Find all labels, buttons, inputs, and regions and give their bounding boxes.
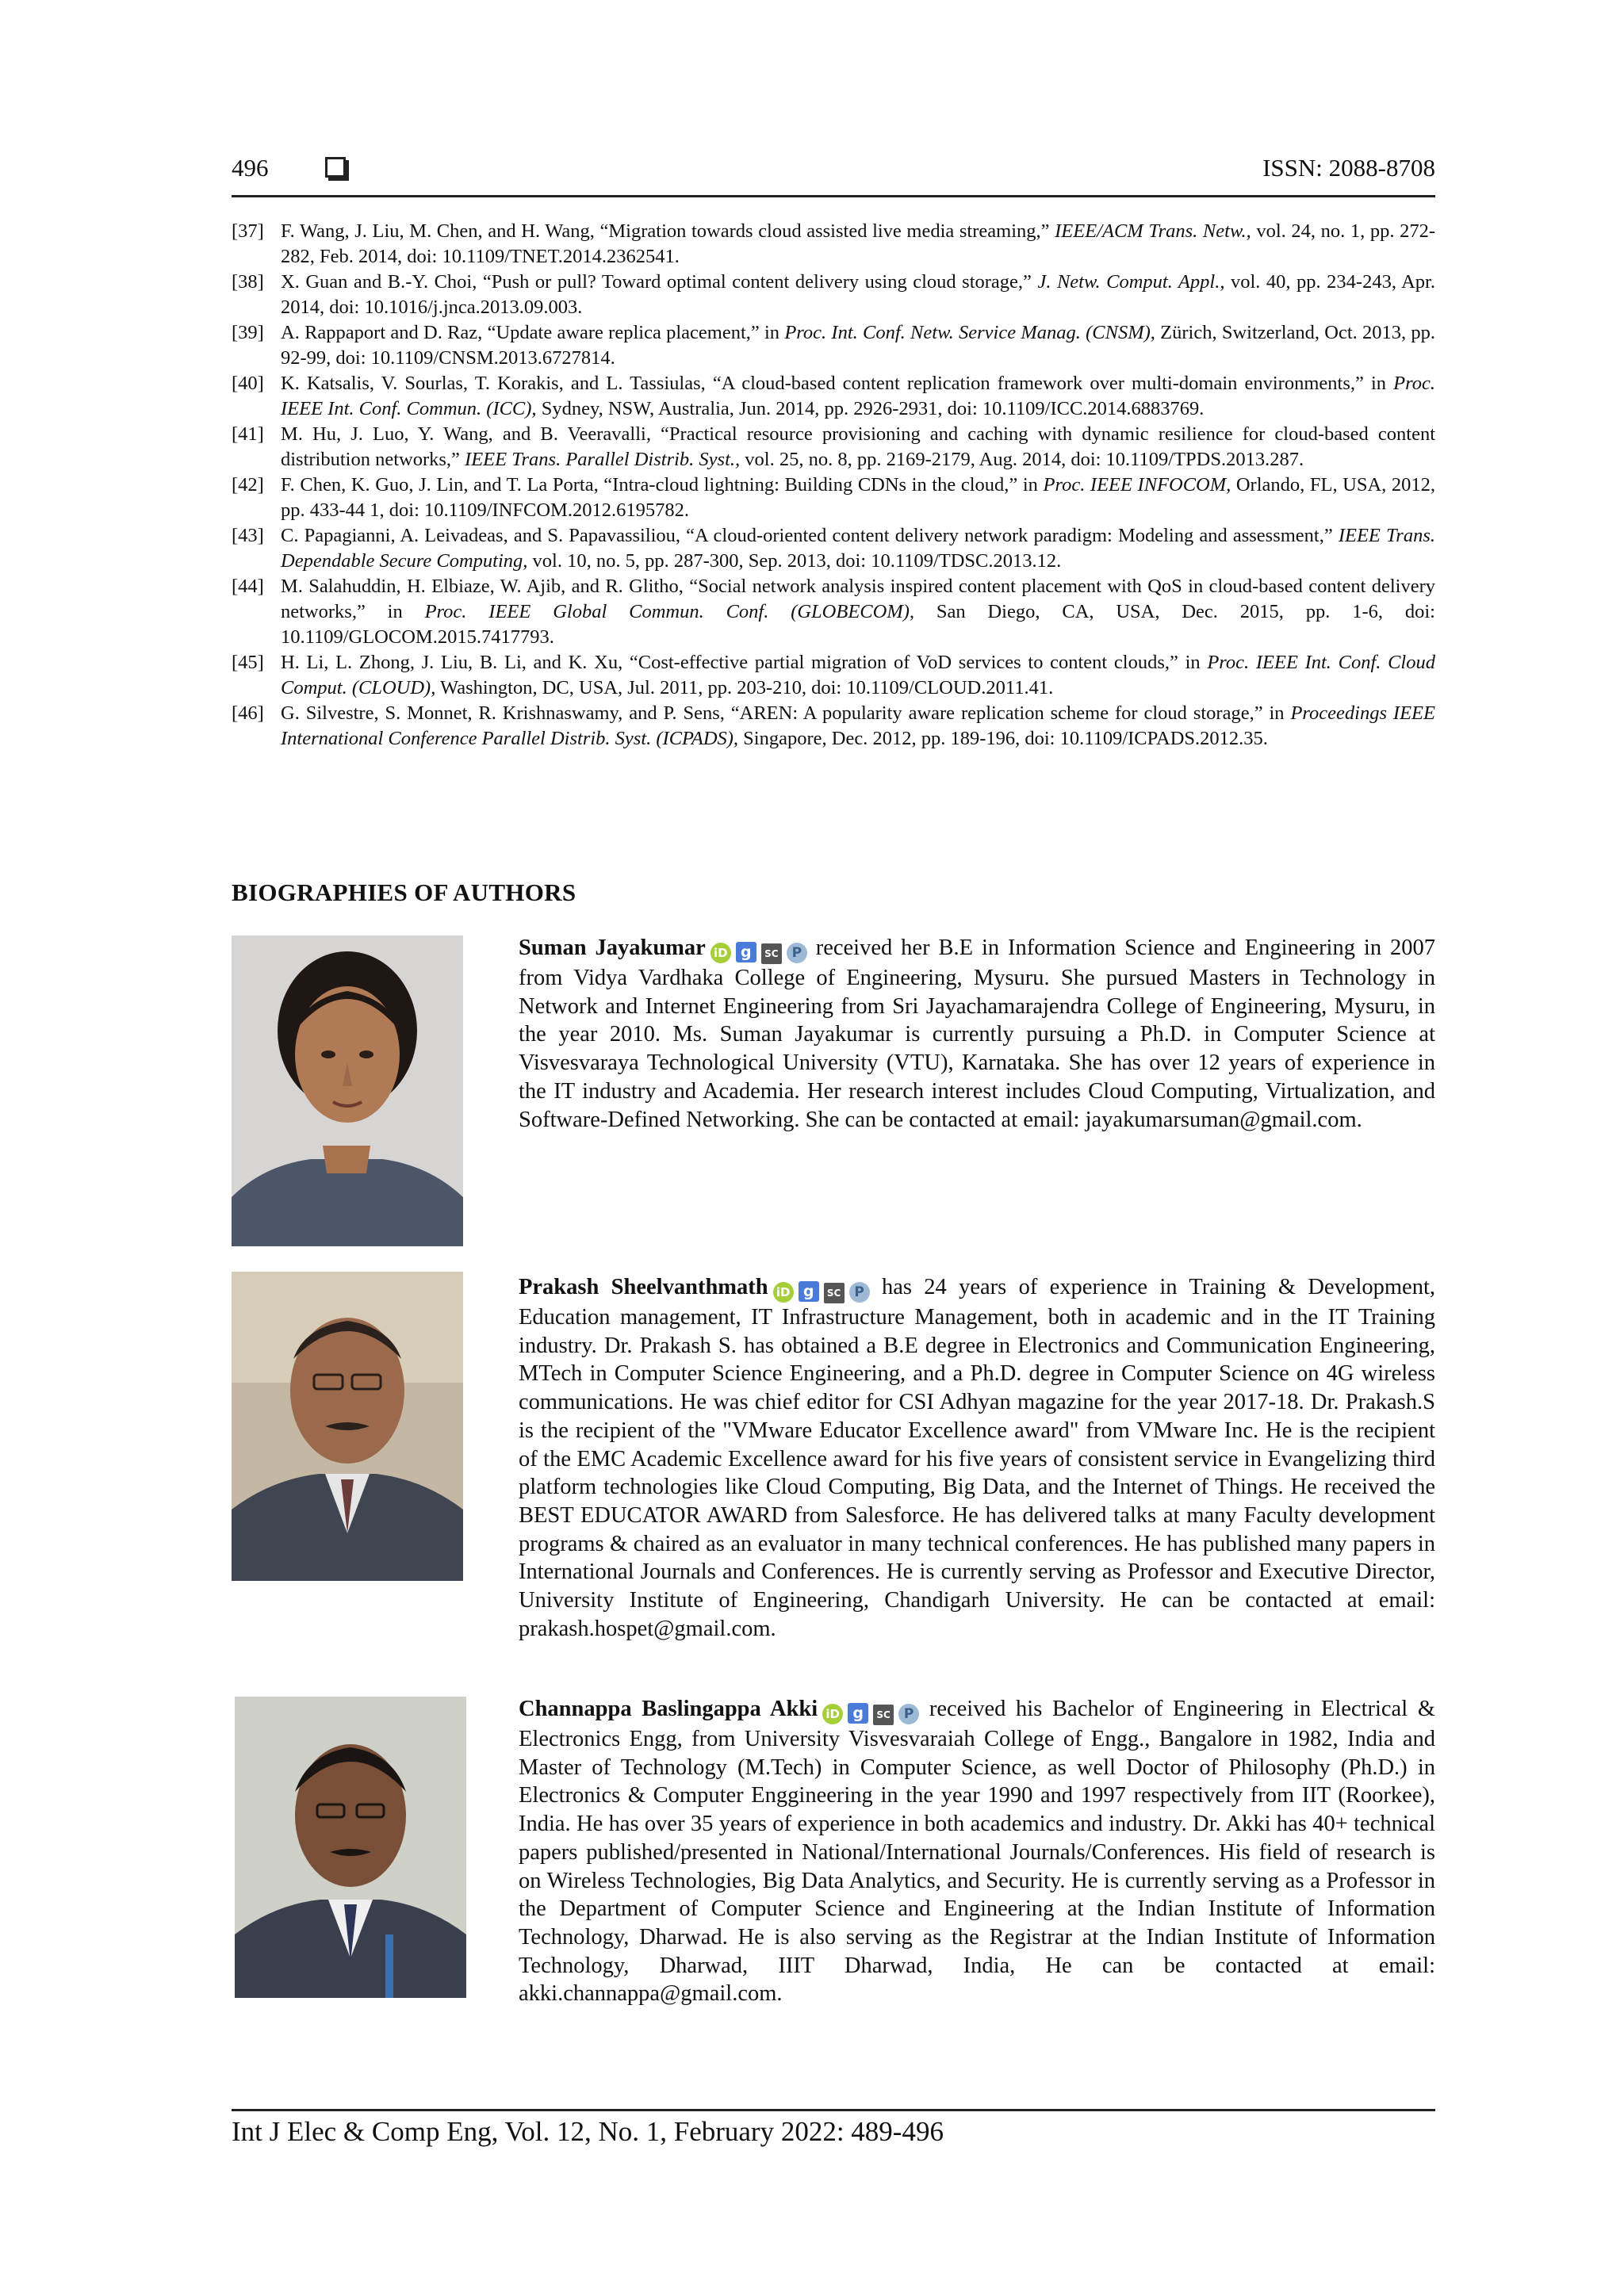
reference-item	[232, 270, 1435, 320]
reference-number: [46]	[232, 702, 264, 724]
bio-text	[519, 934, 1435, 1134]
orcid-icon[interactable]: iD	[710, 943, 731, 963]
reference-venue: J. Netw. Comput. Appl.,	[1037, 271, 1225, 293]
publons-icon[interactable]: P	[787, 943, 807, 963]
scopus-icon[interactable]: SC	[824, 1283, 845, 1303]
bio-description: has 24 years of experience in Training & Development, Education management, IT Infrastructure Management, both in academic and in the IT Training industry. Dr. Prakash S. has obtained a B.E degree in Electronics and Communication Engineering, MTech in Computer Science Engineering, and a Ph.D. degree in Computer Science on 4G wireless communications. He was chief editor for CSI Adhyan magazine for the year 2017-18. Dr. Prakash.S is the recipient of the "VMware Educator Excellence award" from VMware Inc. He is the recipient of the EMC Academic Excellence award for his five years of consistent service in Evangelizing third platform technologies like Cloud Computing, Big Data, and the Internet of Things. He received the BEST EDUCATOR AWARD from Salesforce. He has delivered talks at many Faculty development programs & chaired as an evaluator in many technical conferences. He has published many papers in International Journals and Conferences. He is currently serving as Professor and Executive Director, University Institute of Engineering, Chandigarh University. He can be contacted at email: prakash.hospet@gmail.com.	[519, 1275, 1435, 1641]
author-name: Prakash Sheelvanthmath	[519, 1275, 768, 1299]
reference-details: Sydney, NSW, Australia, Jun. 2014, pp. 2926-2931, doi: 10.1109/ICC.2014.6883769.	[536, 398, 1205, 419]
bio-text	[519, 1273, 1435, 1643]
bio-description: received her B.E in Information Science and Engineering in 2007 from Vidya Vardhaka College of Engineering, Mysuru. She pursued Masters in Technology in Network and Internet Engineering from Sri Jayachamarajendra College of Engineering, Mysuru, in the year 2010. Ms. Suman Jayakumar is currently pursuing a Ph.D. in Computer Science at Visvesvaraya Technological University (VTU), Karnataka. She has over 12 years of experience in the IT industry and Academia. Her research interest includes Cloud Computing, Virtualization, and Software-Defined Networking. She can be contacted at email: jayakumarsuman@gmail.com.	[519, 936, 1435, 1132]
reference-text	[281, 574, 1435, 650]
reference-venue: IEEE/ACM Trans. Netw.,	[1055, 220, 1251, 242]
page-number: 496	[232, 154, 269, 182]
author-name: Channappa Baslingappa Akki	[519, 1697, 818, 1721]
reference-number: [37]	[232, 220, 264, 242]
square-box-icon	[325, 157, 346, 178]
reference-details: vol. 25, no. 8, pp. 2169-2179, Aug. 2014, doi: 10.1109/TPDS.2013.287.	[740, 449, 1304, 470]
publons-icon[interactable]: P	[898, 1704, 919, 1724]
reference-body: M. Salahuddin, H. Elbiaze, W. Ajib, and R. Glitho, “Social network analysis inspired content placement with QoS in cloud-based content delivery networks,” in	[281, 576, 1435, 622]
reference-body: G. Silvestre, S. Monnet, R. Krishnaswamy, and P. Sens, “AREN: A popularity aware replication scheme for cloud storage,” in	[281, 702, 1291, 724]
reference-details: Orlando, FL, USA, 2012, pp. 433-44 1, doi: 10.1109/INFCOM.2012.6195782.	[281, 474, 1436, 521]
journal-citation: Int J Elec & Comp Eng, Vol. 12, No. 1, February 2022: 489-496	[232, 2116, 944, 2147]
reference-body: C. Papagianni, A. Leivadeas, and S. Papavassiliou, “A cloud-oriented content delivery network paradigm: Modeling and assessment,”	[281, 525, 1339, 546]
reference-text	[281, 270, 1435, 320]
reference-venue: Proc. IEEE Global Commun. Conf. (GLOBECOM),	[424, 601, 915, 622]
reference-venue: Proc. Int. Conf. Netw. Service Manag. (CNSM),	[784, 322, 1155, 343]
reference-number: [44]	[232, 576, 264, 597]
reference-item	[232, 650, 1435, 701]
reference-body: F. Chen, K. Guo, J. Lin, and T. La Porta, “Intra-cloud lightning: Building CDNs in the cloud,” in	[281, 474, 1044, 496]
reference-text	[281, 473, 1435, 523]
reference-body: K. Katsalis, V. Sourlas, T. Korakis, and L. Tassiulas, “A cloud-based content replication framework over multi-domain environments,” in	[281, 373, 1394, 394]
reference-text	[281, 422, 1435, 473]
reference-text	[281, 219, 1435, 270]
issn-label: ISSN: 2088-8708	[1262, 154, 1435, 182]
reference-number: [41]	[232, 423, 264, 445]
orcid-icon[interactable]: iD	[822, 1704, 843, 1724]
reference-venue: Proceedings IEEE International Conference Parallel Distrib. Syst. (ICPADS),	[281, 702, 1435, 749]
reference-list	[232, 219, 1435, 752]
reference-details: Zürich, Switzerland, Oct. 2013, pp. 92-99, doi: 10.1109/CNSM.2013.6727814.	[281, 322, 1436, 369]
reference-body: F. Wang, J. Liu, M. Chen, and H. Wang, “Migration towards cloud assisted live media streaming,”	[281, 220, 1055, 242]
publons-icon[interactable]: P	[849, 1282, 870, 1303]
reference-details: Singapore, Dec. 2012, pp. 189-196, doi: 10.1109/ICPADS.2012.35.	[738, 728, 1268, 749]
author-bio	[232, 1269, 1435, 1681]
reference-body: M. Hu, J. Luo, Y. Wang, and B. Veeravalli, “Practical resource provisioning and caching with dynamic resilience for cloud-based content distribution networks,”	[281, 423, 1435, 470]
orcid-icon[interactable]: iD	[773, 1282, 794, 1303]
reference-venue: Proc. IEEE Int. Conf. Commun. (ICC),	[281, 373, 1435, 419]
bio-text	[519, 1695, 1435, 2008]
scopus-icon[interactable]: SC	[873, 1705, 894, 1725]
reference-number: [42]	[232, 474, 264, 496]
author-photo	[232, 936, 463, 1246]
reference-venue: IEEE Trans. Parallel Distrib. Syst.,	[465, 449, 741, 470]
scopus-icon[interactable]: SC	[761, 943, 782, 964]
author-bio	[232, 932, 1435, 1249]
reference-item	[232, 219, 1435, 270]
reference-item	[232, 371, 1435, 422]
google-scholar-icon[interactable]: g	[799, 1281, 819, 1302]
reference-number: [43]	[232, 525, 264, 546]
author-name: Suman Jayakumar	[519, 936, 706, 960]
reference-details: San Diego, CA, USA, Dec. 2015, pp. 1-6, doi: 10.1109/GLOCOM.2015.7417793.	[281, 601, 1435, 648]
reference-text	[281, 701, 1435, 752]
reference-number: [45]	[232, 652, 264, 673]
reference-venue: IEEE Trans. Dependable Secure Computing,	[281, 525, 1435, 572]
reference-number: [40]	[232, 373, 264, 394]
reference-details: vol. 24, no. 1, pp. 272-282, Feb. 2014, doi: 10.1109/TNET.2014.2362541.	[281, 220, 1436, 267]
biographies-heading: BIOGRAPHIES OF AUTHORS	[232, 878, 576, 906]
author-bio	[232, 1693, 1435, 2034]
reference-body: A. Rappaport and D. Raz, “Update aware replica placement,” in	[281, 322, 785, 343]
author-photo	[232, 1272, 463, 1581]
reference-body: H. Li, L. Zhong, J. Liu, B. Li, and K. Xu, “Cost-effective partial migration of VoD services to content clouds,” in	[281, 652, 1208, 673]
reference-text	[281, 320, 1435, 371]
reference-text	[281, 523, 1435, 574]
reference-text	[281, 650, 1435, 701]
reference-text	[281, 371, 1435, 422]
google-scholar-icon[interactable]: g	[736, 942, 756, 962]
reference-details: vol. 40, pp. 234-243, Apr. 2014, doi: 10.1016/j.jnca.2013.09.003.	[281, 271, 1435, 318]
page-footer	[232, 2109, 1435, 2148]
reference-details: Washington, DC, USA, Jul. 2011, pp. 203-210, doi: 10.1109/CLOUD.2011.41.	[435, 677, 1054, 698]
page-header	[232, 154, 1435, 197]
reference-details: vol. 10, no. 5, pp. 287-300, Sep. 2013, doi: 10.1109/TDSC.2013.12.	[527, 550, 1062, 572]
reference-item	[232, 701, 1435, 752]
reference-number: [39]	[232, 322, 264, 343]
reference-item	[232, 473, 1435, 523]
reference-number: [38]	[232, 271, 264, 293]
reference-body: X. Guan and B.-Y. Choi, “Push or pull? Toward optimal content delivery using cloud storage,”	[281, 271, 1038, 293]
bio-description: received his Bachelor of Engineering in Electrical & Electronics Engg, from University Visvesvaraiah College of Engg., Bangalore in 1982, India and Master of Technology (M.Tech) in Computer Science, as well Doctor of Philosophy (Ph.D.) in Electronics & Computer Enggineering in the year 1990 and 1997 respectively from IIT (Roorkee), India. He has over 35 years of experience in both academics and industry. Dr. Akki has 40+ technical papers published/presented in National/International Journals/Conferences. His field of research is on Wireless Technologies, Big Data Analytics, and Security. He is currently serving as a Professor in the Department of Computer Science and Engineering at the Indian Institute of Information Technology, Dharwad. He is also serving as the Registrar at the Indian Institute of Information Technology, Dharwad, IIIT Dharwad, India, He can be contacted at email: akki.channappa@gmail.com.	[519, 1697, 1435, 2007]
reference-item	[232, 523, 1435, 574]
google-scholar-icon[interactable]: g	[848, 1703, 868, 1724]
reference-venue: Proc. IEEE Int. Conf. Cloud Comput. (CLOUD),	[281, 652, 1435, 698]
reference-venue: Proc. IEEE INFOCOM,	[1043, 474, 1231, 496]
reference-item	[232, 574, 1435, 650]
author-photo	[235, 1697, 466, 1998]
reference-item	[232, 422, 1435, 473]
reference-item	[232, 320, 1435, 371]
